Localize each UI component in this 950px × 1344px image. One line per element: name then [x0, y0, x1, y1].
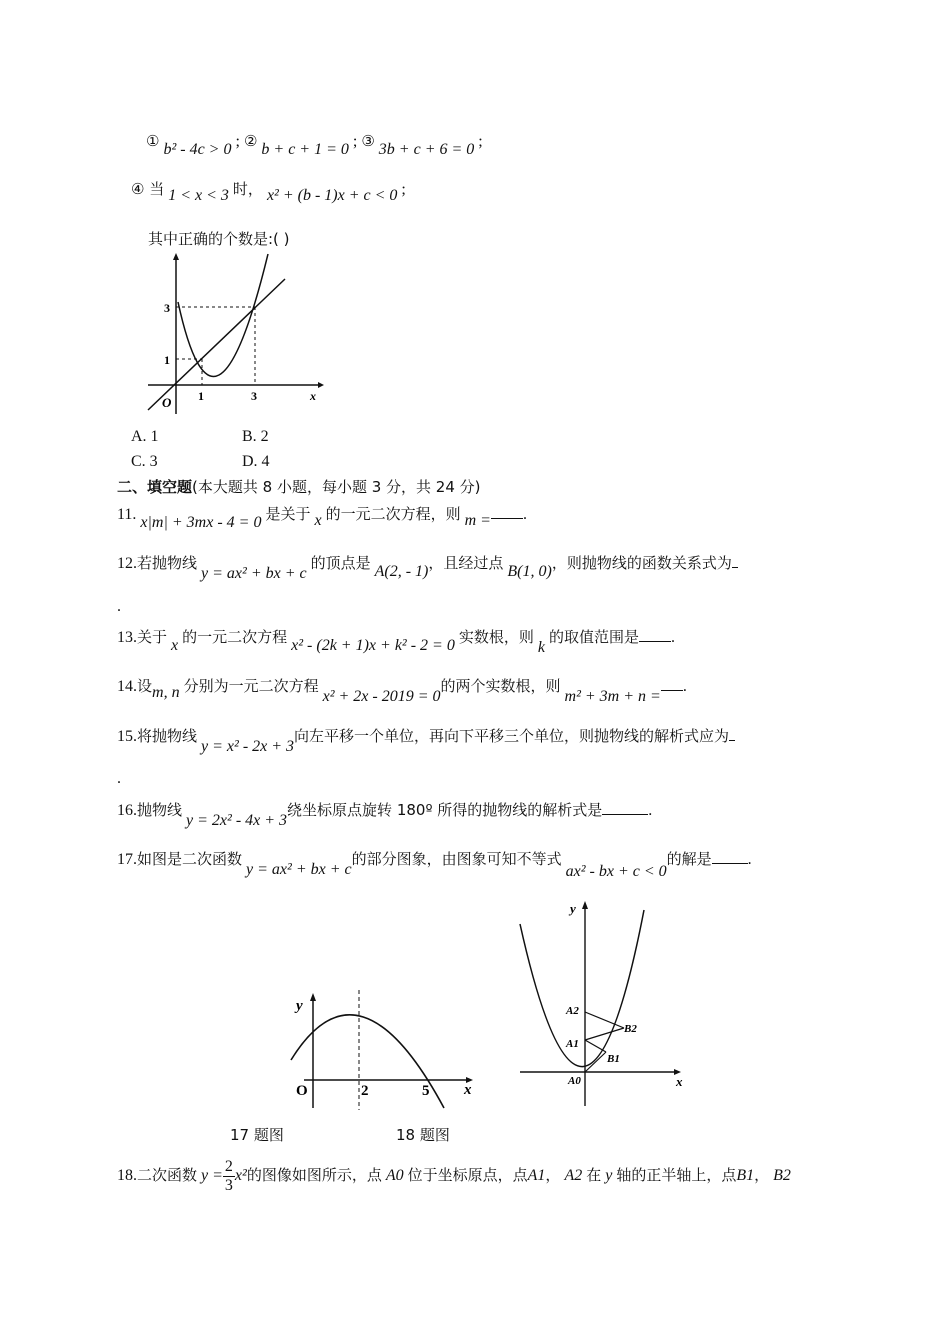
condition-2-mark: ②: [243, 132, 258, 150]
q16-text2: 绕坐标原点旋转 180º 所得的抛物线的解析式是: [287, 801, 603, 819]
condition-4-expr: x² + (b - 1)x + c < 0: [266, 187, 398, 204]
q13-var: x: [171, 637, 179, 654]
q18-a2: A2: [564, 1167, 583, 1185]
condition-4-when: 时，: [232, 180, 263, 198]
separator: ;: [401, 181, 406, 198]
x-tick-2: 2: [361, 1083, 369, 1099]
option-a[interactable]: A. 1: [131, 428, 159, 445]
figure-18-caption: 18 题图: [396, 1126, 450, 1144]
label-b2: B2: [624, 1023, 637, 1035]
segment-a1-b2: [585, 1028, 624, 1040]
condition-2-expr: b + c + 1 = 0: [261, 141, 349, 158]
question-15: [117, 725, 735, 755]
segment-a0-b1: [585, 1052, 606, 1072]
q11-expr: x|m| + 3mx - 4 = 0: [140, 514, 262, 531]
q14-text2: 分别为一元二次方程: [183, 677, 319, 695]
q13-expr: x² - (2k + 1)x + k² - 2 = 0: [291, 637, 455, 654]
parabola-curve: [520, 910, 644, 1067]
q16-end: .: [648, 802, 653, 819]
q18-b2: B2: [773, 1167, 791, 1185]
x-axis-label: x: [310, 389, 316, 403]
q18-fraction: [223, 1158, 235, 1195]
x-axis-label: x: [676, 1074, 683, 1089]
q17-text3: 的解是: [666, 850, 712, 868]
q18-y: y: [605, 1167, 613, 1185]
q12-point-a: A(2, - 1): [374, 563, 429, 580]
option-b[interactable]: B. 2: [242, 428, 269, 445]
y-axis-label: y: [296, 998, 303, 1014]
figure-18: [512, 898, 702, 1110]
q12-text3: ，且经过点: [428, 554, 504, 572]
q18-comma: ，: [545, 1166, 561, 1185]
label-a0: A0: [568, 1075, 581, 1087]
q18-text5: 轴的正半轴上，点: [616, 1166, 737, 1185]
section-2-title: 二、填空题: [117, 478, 193, 496]
q16-text1: 抛物线: [137, 801, 183, 819]
section-2-note: (本大题共 8 小题，每小题 3 分，共 24 分): [192, 478, 481, 496]
question-12: [117, 552, 738, 582]
condition-4-range: 1 < x < 3: [168, 187, 229, 204]
conditions-line-1: [146, 130, 483, 158]
separator: ;: [478, 133, 483, 150]
question-stem: 其中正确的个数是:( ): [148, 230, 290, 248]
q16-number: 16.: [117, 802, 137, 819]
q11-number: 11.: [117, 506, 137, 523]
q11-text2: 的一元二次方程，则: [325, 505, 461, 523]
q13-number: 13.: [117, 629, 137, 646]
question-13: [117, 626, 675, 656]
y-tick-1: 1: [164, 353, 170, 367]
q13-var2: k: [537, 639, 545, 656]
figure-17-caption: 17 题图: [230, 1126, 284, 1144]
q17-number: 17.: [117, 851, 137, 868]
q17-expr2: ax² - bx + c < 0: [565, 863, 667, 880]
line-y-equals-x: [148, 279, 285, 410]
question-14: [117, 675, 687, 705]
y-axis-label: y: [570, 901, 576, 916]
q14-expr: x² + 2x - 2019 = 0: [322, 688, 441, 705]
q11-answer-lhs: m =: [464, 512, 491, 529]
q14-end: .: [682, 678, 687, 695]
option-d[interactable]: D. 4: [242, 453, 270, 470]
question-18: [117, 1158, 791, 1195]
q17-text2: 的部分图象，由图象可知不等式: [351, 850, 562, 868]
q13-end: .: [670, 629, 675, 646]
section-2-heading: [117, 476, 481, 499]
q18-lhs: y =: [201, 1167, 223, 1185]
q18-comma2: ，: [754, 1166, 770, 1185]
q15-text1: 将抛物线: [137, 727, 198, 745]
condition-1-mark: ①: [146, 132, 160, 150]
label-b1: B1: [607, 1053, 620, 1065]
q13-text4: 的取值范围是: [548, 628, 639, 646]
x-tick-5: 5: [422, 1083, 430, 1099]
x-axis-label: x: [464, 1082, 472, 1098]
q13-text1: 关于: [137, 628, 168, 646]
q15-text2: 向左平移一个单位，再向下平移三个单位，则抛物线的解析式应为: [294, 727, 730, 745]
q18-a0: A0: [385, 1167, 404, 1185]
q17-end: .: [747, 851, 752, 868]
q11-end: .: [522, 506, 527, 523]
question-11: [117, 503, 527, 531]
q12-number: 12.: [117, 555, 137, 572]
label-a2: A2: [566, 1005, 579, 1017]
q14-vars: m, n: [152, 684, 180, 701]
q12-point-b: B(1, 0): [507, 563, 552, 580]
q18-fraction-denominator: 3: [224, 1177, 233, 1194]
q15-end: .: [117, 770, 121, 787]
q18-text4: 在: [586, 1166, 602, 1185]
q11-text1: 是关于: [265, 505, 311, 523]
q14-expr2: m² + 3m + n =: [564, 688, 661, 705]
q13-answer-blank[interactable]: [639, 627, 671, 642]
q17-text1: 如图是二次函数: [137, 850, 243, 868]
condition-4-mark: ④ 当: [131, 180, 165, 198]
q12-text1: 若抛物线: [137, 554, 198, 572]
figure-17: [286, 988, 486, 1110]
q11-var: x: [314, 512, 322, 529]
segment-a1-b1: [585, 1040, 606, 1052]
q14-answer-blank[interactable]: [661, 676, 683, 691]
q15-expr: y = x² - 2x + 3: [201, 738, 295, 755]
condition-3-expr: 3b + c + 6 = 0: [378, 141, 475, 158]
q18-text2: 的图像如图所示，点: [246, 1166, 382, 1185]
q14-text1: 设: [137, 677, 153, 695]
q12-text4: ，则抛物线的函数关系式为: [551, 554, 732, 572]
x-axis-arrow-icon: [318, 382, 324, 388]
separator: ;: [235, 133, 240, 150]
q15-number: 15.: [117, 728, 137, 745]
q17-expr: y = ax² + bx + c: [246, 861, 352, 878]
conditions-line-2: [131, 178, 406, 204]
q18-fraction-numerator: 2: [224, 1158, 233, 1175]
x-tick-3: 3: [251, 389, 257, 403]
y-axis-arrow-icon: [173, 253, 179, 260]
question-16: [117, 799, 653, 829]
q12-text2: 的顶点是: [310, 554, 371, 572]
q13-text2: 的一元二次方程: [182, 628, 288, 646]
q16-expr: y = 2x² - 4x + 3: [186, 812, 288, 829]
condition-3-mark: ③: [361, 132, 375, 150]
q12-expr: y = ax² + bx + c: [201, 565, 307, 582]
q11-answer-blank[interactable]: [491, 504, 523, 519]
q18-text3: 位于坐标原点，点: [407, 1166, 528, 1185]
question-17: [117, 848, 752, 880]
label-a1: A1: [566, 1038, 579, 1050]
q18-a1: A1: [527, 1167, 546, 1185]
y-axis-arrow-icon: [310, 993, 316, 1001]
q13-text3: 实数根，则: [458, 628, 534, 646]
q12-end: .: [117, 598, 121, 615]
q18-b1: B1: [736, 1167, 755, 1185]
option-c[interactable]: C. 3: [131, 453, 158, 470]
separator: ;: [352, 133, 358, 150]
origin-label: O: [162, 395, 172, 410]
figure-1: [140, 252, 325, 420]
q15-answer-blank[interactable]: [729, 726, 735, 741]
q17-answer-blank[interactable]: [712, 849, 748, 864]
condition-1-expr: b² - 4c > 0: [163, 141, 232, 158]
q18-text1: 二次函数: [137, 1166, 198, 1185]
y-tick-3: 3: [164, 301, 170, 315]
q16-answer-blank[interactable]: [602, 800, 648, 815]
y-axis-arrow-icon: [582, 901, 588, 909]
origin-label: O: [296, 1083, 308, 1099]
q18-rhs: x²: [234, 1167, 247, 1185]
q18-number: 18.: [117, 1167, 137, 1185]
q14-number: 14.: [117, 678, 137, 695]
x-tick-1: 1: [198, 389, 204, 403]
q14-text3: 的两个实数根，则: [440, 677, 561, 695]
q12-answer-blank[interactable]: [732, 553, 738, 568]
